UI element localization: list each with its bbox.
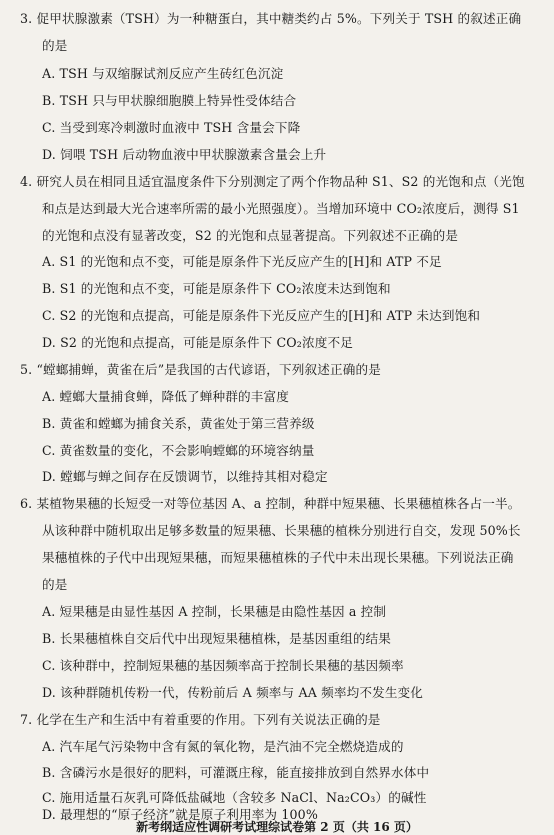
q6-stem-line-2: 从该种群中随机取出足够多数量的短果穗、长果穗的植株分别进行自交，发现 50%长 (42, 523, 521, 538)
q5-option-a: A. 螳螂大量捕食蝉，降低了蝉种群的丰富度 (42, 389, 289, 404)
q4-stem-line-3: 的光饱和点没有显著改变，S2 的光饱和点显著提高。下列叙述不正确的是 (42, 228, 459, 243)
q6-stem-line-3: 果穗植株的子代中出现短果穗，而短果穗植株的子代中未出现长果穗。下列说法正确 (42, 550, 514, 565)
q3-option-c: C. 当受到寒冷刺激时血液中 TSH 含量会下降 (42, 120, 301, 135)
q7-option-a: A. 汽车尾气污染物中含有氮的氧化物，是汽油不完全燃烧造成的 (42, 739, 404, 754)
q3-option-d: D. 饲喂 TSH 后动物血液中甲状腺激素含量会上升 (42, 147, 327, 162)
q4-stem-line-2: 和点是达到最大光合速率所需的最小光照强度）。当增加环境中 CO₂浓度后，测得 S1 (42, 201, 520, 216)
q6-option-a: A. 短果穗是由显性基因 A 控制，长果穗是由隐性基因 a 控制 (42, 604, 387, 619)
q6-option-d: D. 该种群随机传粉一代，传粉前后 A 频率与 AA 频率均不发生变化 (42, 685, 424, 700)
q7-option-c: C. 施用适量石灰乳可降低盐碱地（含较多 NaCl、Na₂CO₃）的碱性 (42, 790, 427, 805)
q4-option-d: D. S2 的光饱和点提高，可能是原条件下 CO₂浓度不足 (42, 335, 353, 350)
q5-option-d: D. 螳螂与蝉之间存在反馈调节，以维持其相对稳定 (42, 469, 328, 484)
q3-option-a: A. TSH 与双缩脲试剂反应产生砖红色沉淀 (42, 66, 284, 81)
q7-option-d: D. 最理想的“原子经济”就是原子利用率为 100% (42, 808, 318, 822)
q3-option-b: B. TSH 只与甲状腺细胞膜上特异性受体结合 (42, 93, 297, 108)
q6-option-c: C. 该种群中，控制短果穗的基因频率高于控制长果穗的基因频率 (42, 658, 404, 673)
q4-option-c: C. S2 的光饱和点提高，可能是原条件下光反应产生的[H]和 ATP 未达到饱和 (42, 308, 481, 323)
q3-stem-line-1: 3. 促甲状腺激素（TSH）为一种糖蛋白，其中糖类约占 5%。下列关于 TSH 的叙述正确 (20, 11, 522, 26)
q7-option-b: B. 含磷污水是很好的肥料，可灌溉庄稼，能直接排放到自然界水体中 (42, 765, 430, 780)
q4-option-b: B. S1 的光饱和点不变，可能是原条件下 CO₂浓度未达到饱和 (42, 281, 391, 296)
q6-stem-line-4: 的是 (42, 577, 68, 592)
q6-option-b: B. 长果穗植株自交后代中出现短果穗植株，是基因重组的结果 (42, 631, 392, 646)
q5-option-c: C. 黄雀数量的变化，不会影响螳螂的环境容纳量 (42, 443, 315, 458)
q7-stem-line-1: 7. 化学在生产和生活中有着重要的作用。下列有关说法正确的是 (20, 712, 381, 727)
q4-option-a: A. S1 的光饱和点不变，可能是原条件下光反应产生的[H]和 ATP 不足 (42, 254, 442, 269)
page-footer: 新考纲适应性调研考试理综试卷第 2 页（共 16 页） (136, 820, 418, 834)
q3-stem-line-2: 的是 (42, 38, 68, 53)
q4-stem-line-1: 4. 研究人员在相同且适宜温度条件下分别测定了两个作物品种 S1、S2 的光饱和点（光饱 (20, 174, 525, 189)
q5-stem-line-1: 5. “螳螂捕蝉，黄雀在后”是我国的古代谚语，下列叙述正确的是 (20, 362, 381, 377)
q5-option-b: B. 黄雀和螳螂为捕食关系，黄雀处于第三营养级 (42, 416, 315, 431)
q6-stem-line-1: 6. 某植物果穗的长短受一对等位基因 A、a 控制，种群中短果穗、长果穗植株各占一半。 (20, 496, 521, 511)
